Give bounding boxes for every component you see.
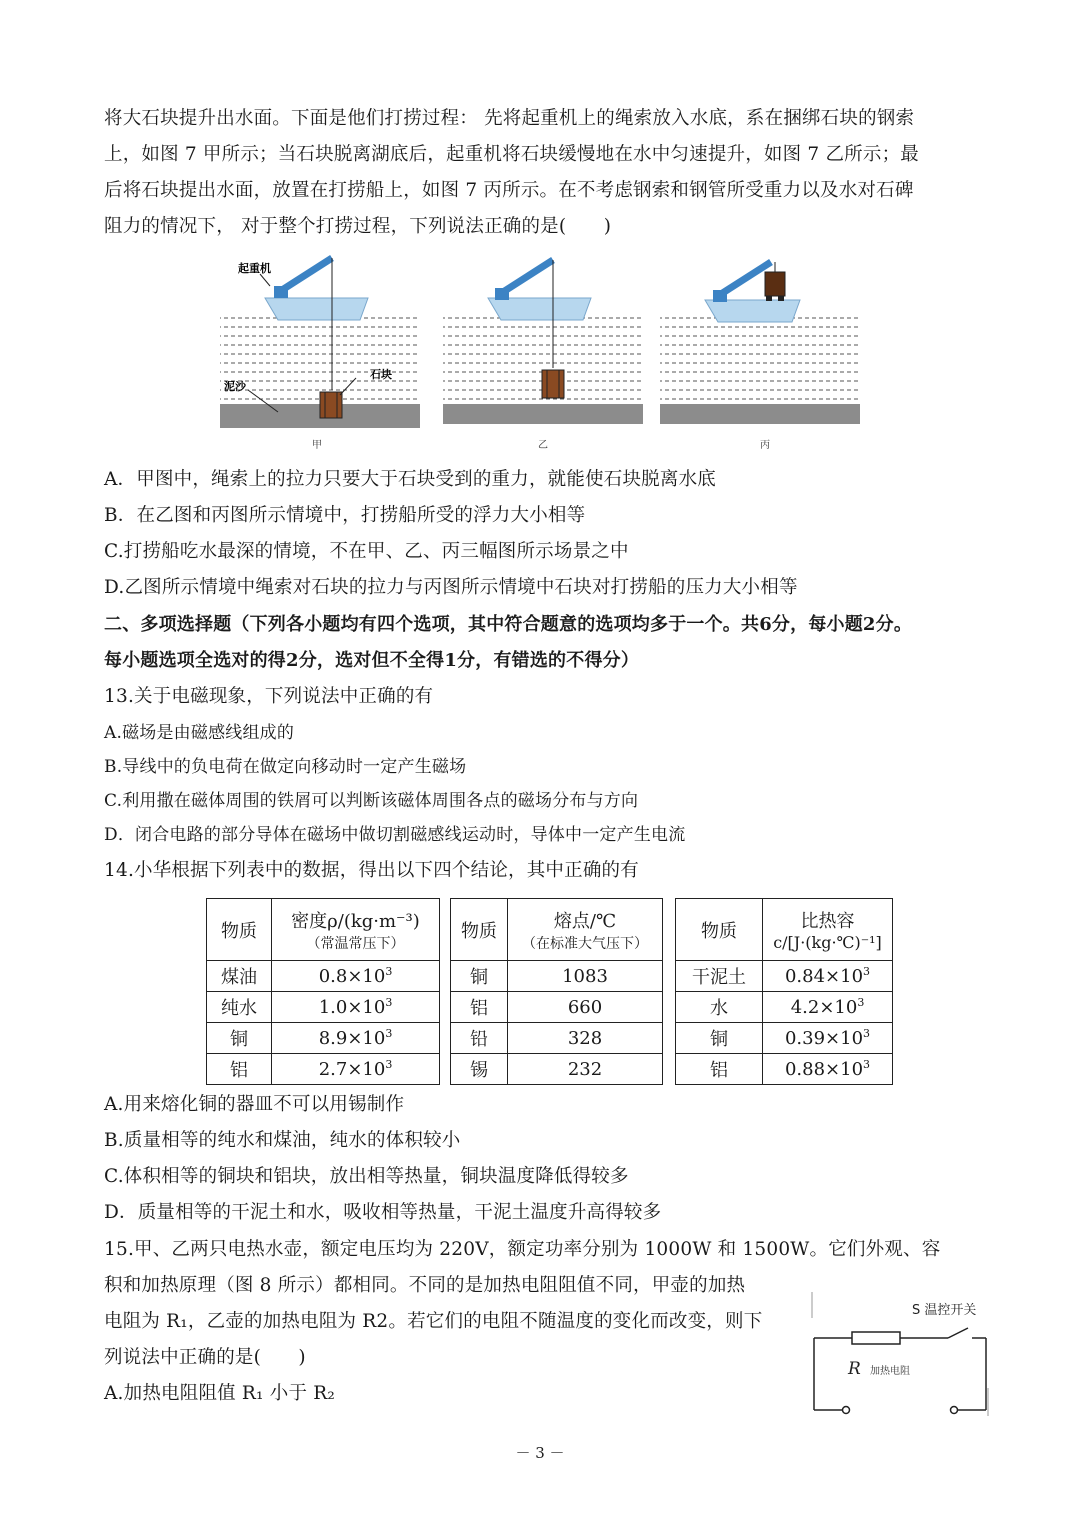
cell-substance: 锡 <box>451 1054 508 1085</box>
q13-option-c: C.利用撒在磁体周围的铁屑可以判断该磁体周围各点的磁场分布与方向 <box>104 791 639 811</box>
cell-substance: 铜 <box>207 1023 272 1054</box>
intro-line-2: 上，如图 7 甲所示；当石块脱离湖底后，起重机将石块缓慢地在水中匀速提升，如图 7 乙所示；最 <box>104 144 919 165</box>
heat-header-unit: c/[J·(kg·℃)⁻¹] <box>773 933 882 952</box>
table-row <box>207 1054 440 1085</box>
cell-value: $4.2\times 10^3$ <box>763 992 893 1023</box>
table-row <box>451 992 663 1023</box>
density-header-note: （常温常压下） <box>306 935 405 952</box>
cell-value: $0.39\times 10^3$ <box>763 1023 893 1054</box>
heat-header-title: 比热容 <box>800 911 855 932</box>
cell-value: 660 <box>508 992 663 1023</box>
density-table <box>206 898 440 1085</box>
cell-substance: 煤油 <box>207 961 272 992</box>
q14-option-d: D．质量相等的干泥土和水，吸收相等热量，干泥土温度升高得较多 <box>104 1202 662 1223</box>
table-row <box>676 1054 893 1085</box>
cell-value: 328 <box>508 1023 663 1054</box>
q14-option-a: A.用来熔化铜的器皿不可以用锡制作 <box>104 1094 405 1115</box>
resistor-note: 加热电阻 <box>870 1366 910 1377</box>
cell-substance: 铜 <box>451 961 508 992</box>
cell-value: $0.84\times 10^3$ <box>763 961 893 992</box>
q13-option-b: B.导线中的负电荷在做定向移动时一定产生磁场 <box>104 757 467 777</box>
q14-option-b: B.质量相等的纯水和煤油，纯水的体积较小 <box>104 1130 461 1151</box>
page-number: － 3 － <box>515 1444 565 1462</box>
melting-point-table <box>450 898 663 1085</box>
caption-a: 甲 <box>312 440 322 450</box>
label-crane: 起重机 <box>238 262 271 275</box>
table-row <box>207 992 440 1023</box>
figure-panel-a <box>220 258 420 428</box>
cell-value: 1083 <box>508 961 663 992</box>
q12-option-d: D.乙图所示情境中绳索对石块的拉力与丙图所示情境中石块对打捞船的压力大小相等 <box>104 577 798 598</box>
table-row <box>451 1054 663 1085</box>
q12-option-b: B．在乙图和丙图所示情境中，打捞船所受的浮力大小相等 <box>104 505 586 526</box>
cell-value: $2.7\times 10^3$ <box>272 1054 440 1085</box>
cell-substance: 铝 <box>207 1054 272 1085</box>
q15-line-3: 电阻为 R₁，乙壶的加热电阻为 R2。若它们的电阻不随温度的变化而改变，则下 <box>104 1311 763 1332</box>
melting-header-substance: 物质 <box>451 899 508 961</box>
caption-c: 丙 <box>760 440 770 450</box>
q13-option-d: D．闭合电路的部分导体在磁场中做切割磁感线运动时，导体中一定产生电流 <box>104 825 686 845</box>
cell-substance: 纯水 <box>207 992 272 1023</box>
table-row <box>207 1023 440 1054</box>
resistor-icon <box>852 1332 900 1344</box>
cell-substance: 铜 <box>676 1023 763 1054</box>
cell-substance: 铝 <box>676 1054 763 1085</box>
figure-8-circuit <box>808 1292 998 1422</box>
table-row <box>451 1023 663 1054</box>
intro-line-4: 阻力的情况下， 对于整个打捞过程，下列说法正确的是( ) <box>104 216 612 237</box>
stone-icon <box>542 370 564 398</box>
table-row <box>676 1023 893 1054</box>
cell-value: $0.88\times 10^3$ <box>763 1054 893 1085</box>
melting-header-title: 熔点/℃ <box>553 910 617 932</box>
cell-value: 232 <box>508 1054 663 1085</box>
figure-panel-c <box>660 262 860 424</box>
cell-substance: 铅 <box>451 1023 508 1054</box>
melting-header-note: （在标准大气压下） <box>522 935 648 952</box>
q14-stem: 14.小华根据下列表中的数据，得出以下四个结论，其中正确的有 <box>104 860 639 881</box>
q13-stem: 13.关于电磁现象，下列说法中正确的有 <box>104 686 434 707</box>
caption-b: 乙 <box>538 440 548 450</box>
switch-label: S 温控开关 <box>912 1303 977 1318</box>
density-header-title: 密度ρ/(kg·m⁻³) <box>291 910 420 932</box>
section2-heading-line-2: 每小题选项全选对的得2分，选对但不全得1分，有错选的不得分） <box>104 650 640 671</box>
q15-line-4: 列说法中正确的是( ) <box>104 1347 306 1368</box>
cell-substance: 干泥土 <box>676 961 763 992</box>
figure-7 <box>210 250 890 450</box>
cell-value: $8.9\times 10^3$ <box>272 1023 440 1054</box>
table-row <box>451 961 663 992</box>
intro-line-3: 后将石块提出水面，放置在打捞船上，如图 7 丙所示。在不考虑钢索和钢管所受重力以及水对石碑 <box>104 180 914 201</box>
q14-option-c: C.体积相等的铜块和铝块，放出相等热量，铜块温度降低得较多 <box>104 1166 629 1187</box>
q15-line-1: 15.甲、乙两只电热水壶，额定电压均为 220V，额定功率分别为 1000W 和 1500W。它们外观、容 <box>104 1239 941 1260</box>
intro-line-1: 将大石块提升出水面。下面是他们打捞过程： 先将起重机上的绳索放入水底，系在捆绑石块的钢索 <box>104 108 915 129</box>
section2-heading-line-1: 二、多项选择题（下列各小题均有四个选项，其中符合题意的选项均多于一个。共6分，每小题2分。 <box>104 614 913 635</box>
resistor-label: R <box>848 1359 861 1379</box>
density-header-substance: 物质 <box>207 899 272 961</box>
table-row <box>676 992 893 1023</box>
stone-icon <box>765 272 785 296</box>
q15-line-2: 积和加热原理（图 8 所示）都相同。不同的是加热电阻阻值不同，甲壶的加热 <box>104 1275 746 1296</box>
cell-substance: 水 <box>676 992 763 1023</box>
density-header-value <box>272 899 440 961</box>
q12-option-c: C.打捞船吃水最深的情境，不在甲、乙、丙三幅图所示场景之中 <box>104 541 629 562</box>
stone-icon <box>320 392 342 418</box>
cell-value: $1.0\times 10^3$ <box>272 992 440 1023</box>
label-stone: 石块 <box>370 368 392 381</box>
switch-icon <box>948 1328 968 1338</box>
heat-header-value <box>763 899 893 961</box>
cell-value: $0.8\times 10^3$ <box>272 961 440 992</box>
label-mud: 泥沙 <box>224 380 246 393</box>
q13-option-a: A.磁场是由磁感线组成的 <box>104 723 295 743</box>
melting-header-value <box>508 899 663 961</box>
specific-heat-table <box>675 898 893 1085</box>
q15-option-a: A.加热电阻阻值 R₁ 小于 R₂ <box>104 1383 335 1404</box>
q12-option-a: A．甲图中，绳索上的拉力只要大于石块受到的重力，就能使石块脱离水底 <box>104 469 716 490</box>
heat-header-substance: 物质 <box>676 899 763 961</box>
table-row <box>676 961 893 992</box>
figure-panel-b <box>443 260 643 424</box>
cell-substance: 铝 <box>451 992 508 1023</box>
table-row <box>207 961 440 992</box>
